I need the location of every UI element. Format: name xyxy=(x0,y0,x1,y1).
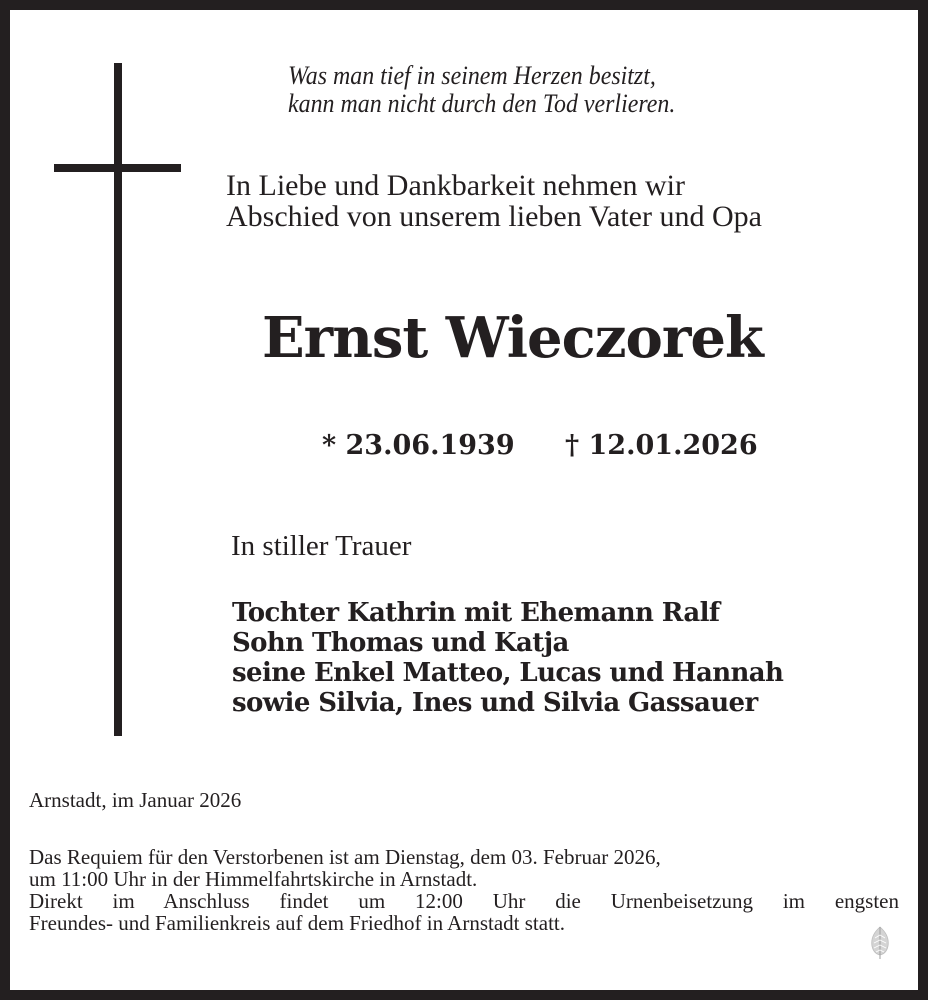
family-list xyxy=(232,598,783,718)
intro-line-1: In Liebe und Dankbarkeit nehmen wir xyxy=(226,169,686,202)
family-member-line: seine Enkel Matteo, Lucas und Hannah xyxy=(232,658,784,688)
birth-date: * 23.06.1939 xyxy=(322,430,515,461)
service-line-4: Freundes- und Familienkreis auf dem Friedhof in Arnstadt statt. xyxy=(29,911,565,935)
service-line-1: Das Requiem für den Verstorbenen ist am Dienstag, dem 03. Februar 2026, xyxy=(29,845,661,869)
family-member-line: Tochter Kathrin mit Ehemann Ralf xyxy=(232,598,720,628)
mourning-label: In stiller Trauer xyxy=(231,530,412,562)
family-member-line: sowie Silvia, Ines und Silvia Gassauer xyxy=(232,688,758,718)
quote-line-2: kann man nicht durch den Tod verlieren. xyxy=(288,89,676,118)
service-details xyxy=(29,846,899,934)
deceased-name: Ernst Wieczorek xyxy=(262,305,763,371)
obituary-card xyxy=(10,10,918,990)
cross-horizontal-bar xyxy=(54,164,181,172)
quote-line-1: Was man tief in seinem Herzen besitzt, xyxy=(288,61,656,90)
service-line-2: um 11:00 Uhr in der Himmelfahrtskirche in Arnstadt. xyxy=(29,867,478,891)
death-date: † 12.01.2026 xyxy=(565,430,758,461)
intro-text xyxy=(226,170,762,232)
intro-line-2: Abschied von unserem lieben Vater und Opa xyxy=(226,200,762,233)
place-and-date: Arnstadt, im Januar 2026 xyxy=(29,788,242,812)
family-member-line: Sohn Thomas und Katja xyxy=(232,628,569,658)
leaf-icon xyxy=(870,926,890,960)
memorial-quote xyxy=(288,62,675,118)
service-line-3: Direkt im Anschluss findet um 12:00 Uhr die Urnenbeisetzung im engsten xyxy=(29,889,899,913)
